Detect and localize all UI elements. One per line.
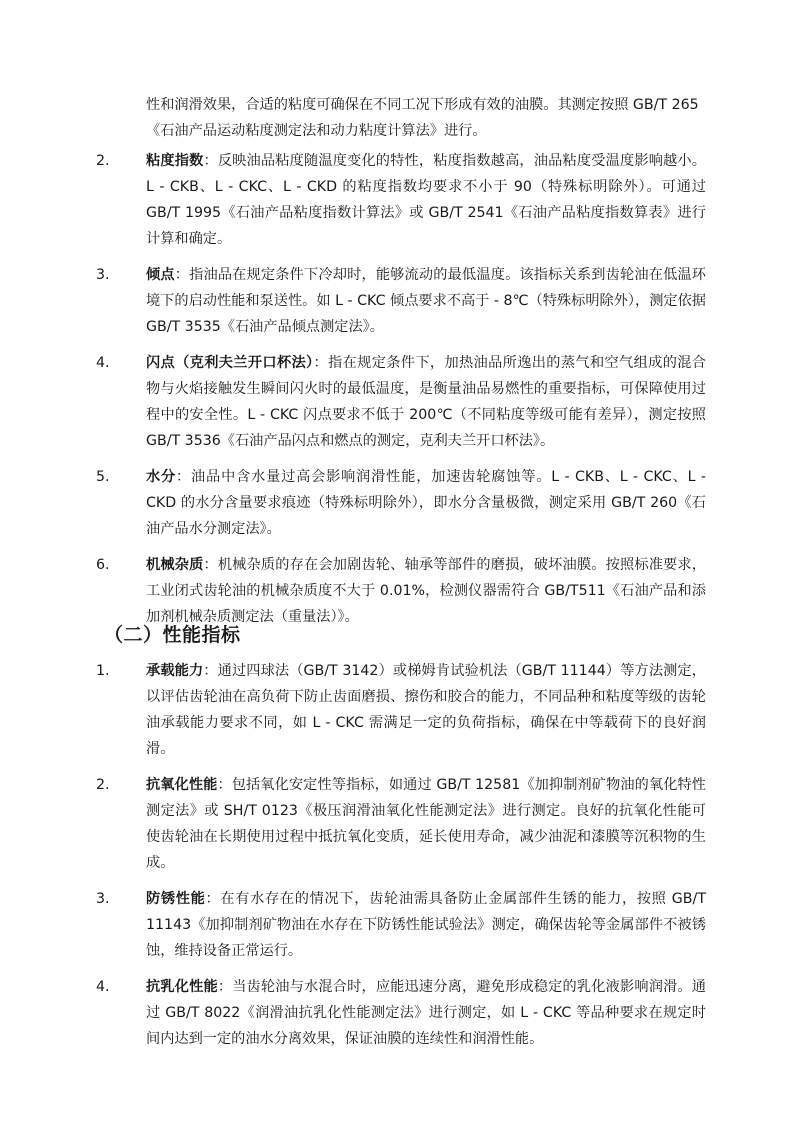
list-item — [96, 148, 706, 252]
performance-indicators-list — [96, 658, 706, 1062]
list-item — [96, 464, 706, 542]
continuation-paragraph: 性和润滑效果，合适的粘度可确保在不同工况下形成有效的油膜。其测定按照 GB/T 265《石油产品运动粘度测定法和动力粘度计算法》进行。 — [146, 97, 699, 139]
item-text: ：油品中含水量过高会影响润滑性能，加速齿轮腐蚀等。L - CKB、L - CKC、L - CKD 的水分含量要求痕迹（特殊标明除外），即水分含量极微，测定采用 GB/T 260《石油产品水分测定法》。 — [146, 469, 706, 537]
item-term: 抗氧化性能 — [146, 777, 218, 793]
item-text: ：指油品在规定条件下冷却时，能够流动的最低温度。该指标关系到齿轮油在低温环境下的启动性能和泵送性。如 L - CKC 倾点要求不高于 - 8℃（特殊标明除外），测定依据 GB/T 3535《石油产品倾点测定法》。 — [146, 267, 706, 335]
item-term: 机械杂质 — [146, 557, 204, 573]
item-number: 3. — [96, 267, 110, 283]
item-term: 防锈性能 — [146, 891, 206, 907]
item-text: ：当齿轮油与水混合时，应能迅速分离，避免形成稳定的乳化液影响润滑。通过 GB/T 8022《润滑油抗乳化性能测定法》进行测定，如 L - CKC 等品种要求在规定时间内达到一定的油水分离效果，保证油膜的连续性和润滑性能。 — [146, 979, 706, 1047]
item-number: 2. — [96, 777, 110, 793]
item-text: ：在有水存在的情况下，齿轮油需具备防止金属部件生锈的能力，按照 GB/T 11143《加抑制剂矿物油在水存在下防锈性能试验法》测定，确保齿轮等金属部件不被锈蚀，维持设备正常运行。 — [146, 891, 706, 959]
item-term: 闪点（克利夫兰开口杯法） — [146, 355, 314, 371]
item-number: 2. — [96, 153, 110, 169]
item-text: ：包括氧化安定性等指标，如通过 GB/T 12581《加抑制剂矿物油的氧化特性测定法》或 SH/T 0123《极压润滑油氧化性能测定法》进行测定。良好的抗氧化性能可使齿轮油在长期使用过程中抵抗氧化变质，延长使用寿命，减少油泥和漆膜等沉积物的生成。 — [146, 777, 706, 871]
physical-indicators-list — [96, 148, 706, 640]
item-term: 承载能力 — [146, 663, 204, 679]
item-number: 5. — [96, 469, 110, 485]
section-heading: （二）性能指标 — [104, 624, 241, 646]
item-number: 3. — [96, 891, 110, 907]
item-term: 抗乳化性能 — [146, 979, 218, 995]
item-text: ：反映油品粘度随温度变化的特性，粘度指数越高，油品粘度受温度影响越小。L - CKB、L - CKC、L - CKD 的粘度指数均要求不小于 90（特殊标明除外）。可通过 GB/T 1995《石油产品粘度指数计算法》或 GB/T 2541《石油产品粘度指数算表》进行计算和确定。 — [146, 153, 706, 247]
item-number: 6. — [96, 557, 110, 573]
list-item — [96, 772, 706, 876]
list-item — [96, 974, 706, 1052]
item-number: 1. — [96, 663, 110, 679]
item-term: 倾点 — [146, 267, 175, 283]
item-number: 4. — [96, 979, 110, 995]
item-term: 水分 — [146, 469, 177, 485]
item-text: ：通过四球法（GB/T 3142）或梯姆肯试验机法（GB/T 11144）等方法测定，以评估齿轮油在高负荷下防止齿面磨损、擦伤和胶合的能力，不同品种和粘度等级的齿轮油承载能力要求不同，如 L - CKC 需满足一定的负荷指标，确保在中等载荷下的良好润滑。 — [146, 663, 706, 757]
list-item — [96, 350, 706, 454]
list-item — [96, 658, 706, 762]
list-item — [96, 552, 706, 630]
list-item — [96, 886, 706, 964]
list-item — [96, 262, 706, 340]
item-number: 4. — [96, 355, 110, 371]
item-text: ：机械杂质的存在会加剧齿轮、轴承等部件的磨损，破坏油膜。按照标准要求，工业闭式齿轮油的机械杂质度不大于 0.01%，检测仪器需符合 GB/T511《石油产品和添加剂机械杂质测定法（重量法）》。 — [146, 557, 706, 625]
item-term: 粘度指数 — [146, 153, 204, 169]
item-text: ：指在规定条件下，加热油品所逸出的蒸气和空气组成的混合物与火焰接触发生瞬间闪火时的最低温度，是衡量油品易燃性的重要指标，可保障使用过程中的安全性。L - CKC 闪点要求不低于 200℃（不同粘度等级可能有差异），测定按照 GB/T 3536《石油产品闪点和燃点的测定，克利夫兰开口杯法》。 — [146, 355, 706, 449]
